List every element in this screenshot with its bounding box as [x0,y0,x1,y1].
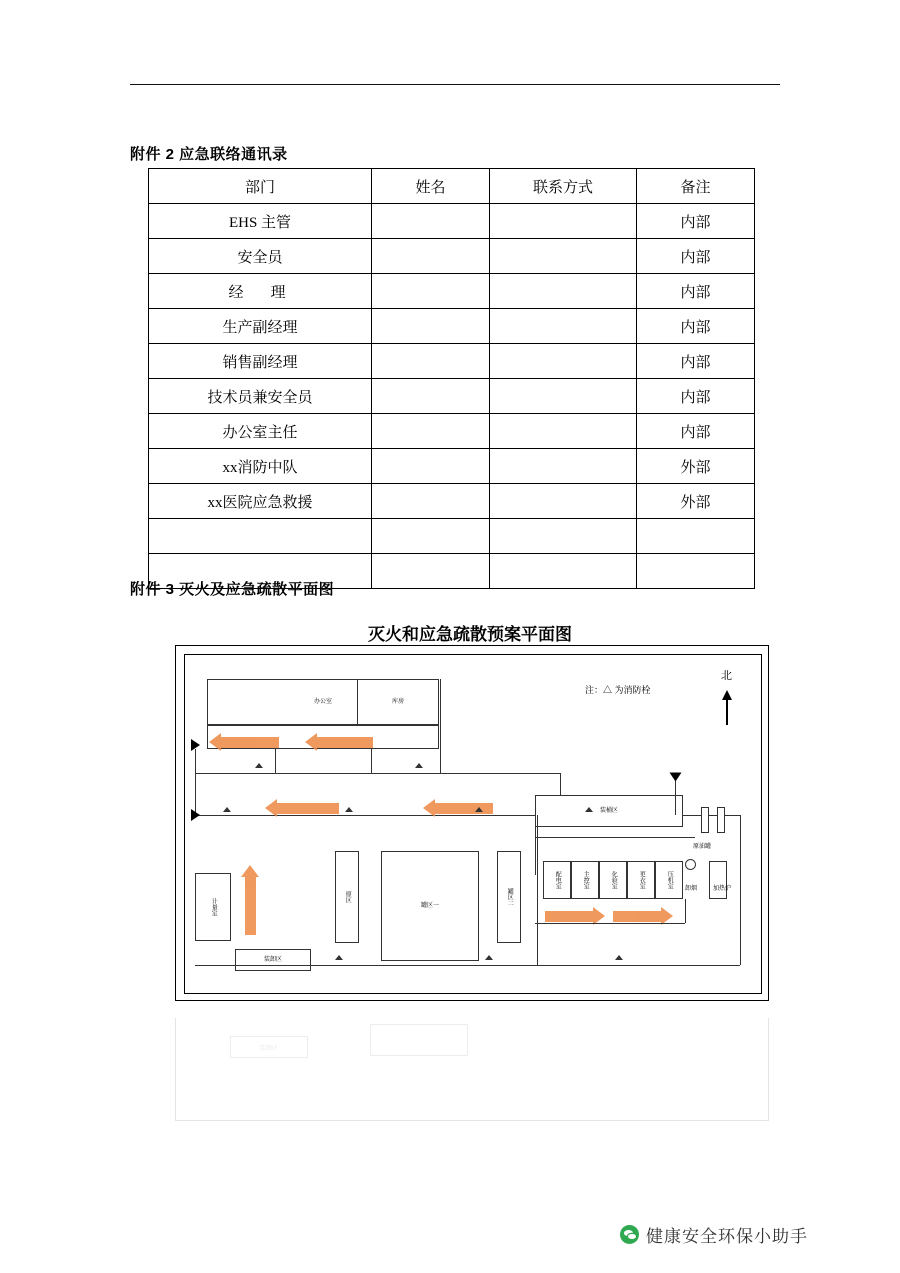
room-changing-label: 更衣室 [638,871,645,889]
cell-dept: 生产副经理 [149,309,372,344]
cell-dept: 经 理 [149,274,372,309]
unloading-label: 卸烟 [685,886,698,892]
hydrant-icon [485,955,493,960]
cell-name [372,519,490,554]
table-row [149,344,755,379]
cell-contact [490,554,637,589]
table-row [149,204,755,239]
hydrant-icon [615,955,623,960]
cell-name [372,344,490,379]
evacuation-arrow [435,803,493,814]
path-line [740,815,741,965]
north-label: 北 [721,670,732,682]
evacuation-arrow [317,737,373,748]
attachment-3-heading: 附件 3 灭火及应急疏散平面图 [130,581,335,598]
cell-note: 内部 [637,344,755,379]
zone-tank-2 [497,851,521,943]
cell-name [372,484,490,519]
hydrant-icon [255,763,263,768]
reflection-block [370,1024,468,1056]
table-row [149,519,755,554]
account-name: 健康安全环保小助手 [646,1227,808,1246]
cell-dept: 销售副经理 [149,344,372,379]
path-line [685,899,686,923]
room-changing [627,861,655,899]
room-meter-label: 计量室 [210,898,217,916]
tank-unit [717,807,725,833]
reflection-border [175,1018,769,1121]
zone-packing: 装桶区 [535,795,683,827]
column-header-name: 姓名 [372,169,490,204]
cell-name [372,414,490,449]
path-line [535,837,695,838]
footer-account [620,1222,808,1247]
cell-name [372,274,490,309]
room-power [543,861,571,899]
exit-arrow-icon [191,809,200,821]
cell-contact [490,274,637,309]
path-line [440,679,441,773]
cell-dept: EHS 主管 [149,204,372,239]
tank-unit [701,807,709,833]
cell-note: 内部 [637,239,755,274]
cell-note: 内部 [637,309,755,344]
zone-loading: 装卸区 [235,949,311,971]
cell-contact [490,519,637,554]
zone-tank-1: 罐区一 [381,851,479,961]
hydrant-icon [223,807,231,812]
column-header-contact: 联系方式 [490,169,637,204]
cell-note [637,519,755,554]
cell-note: 内部 [637,204,755,239]
legend-note: 注：△ 为消防栓 [585,685,651,695]
evacuation-arrow [277,803,339,814]
zone-material [335,851,359,943]
emergency-contact-table [148,168,755,589]
table-row [149,484,755,519]
cell-name [372,554,490,589]
cell-note: 外部 [637,449,755,484]
cell-dept: 安全员 [149,239,372,274]
room-control-label: 主控室 [582,871,589,889]
reflection-block: 装卸区 [230,1036,308,1058]
table-row [149,449,755,484]
exit-arrow-icon [191,739,200,751]
table-row [149,239,755,274]
path-line [195,749,196,773]
cell-contact [490,204,637,239]
room-control [571,861,599,899]
wechat-icon [620,1225,639,1244]
hydrant-icon [585,807,593,812]
cell-note: 内部 [637,274,755,309]
cell-contact [490,414,637,449]
room-compressor [655,861,683,899]
column-header-dept: 部门 [149,169,372,204]
table-header-row [149,169,755,204]
plan-reflection [170,1018,770,1138]
cell-note: 内部 [637,414,755,449]
hydrant-icon [345,807,353,812]
exit-arrow-icon [670,773,682,782]
evacuation-arrow [245,877,256,935]
table-row [149,379,755,414]
tank-unit [709,861,727,899]
evacuation-arrow [613,911,661,922]
cell-contact [490,344,637,379]
room-lab [599,861,627,899]
hydrant-icon [475,807,483,812]
path-line [535,923,685,924]
path-line [371,749,372,773]
column-header-note: 备注 [637,169,755,204]
room-power-label: 配电室 [554,871,561,889]
equipment-marker [685,859,696,870]
cell-note: 内部 [637,379,755,414]
path-line [195,965,740,966]
room-warehouse: 库房 [357,679,439,725]
floor-plan-title: 灭火和应急疏散预案平面图 [368,625,572,644]
cell-contact [490,239,637,274]
path-line [275,749,276,773]
cell-dept: xx医院应急救援 [149,484,372,519]
hydrant-icon [415,763,423,768]
floor-plan-inner-border [184,654,762,994]
cell-dept: 技术员兼安全员 [149,379,372,414]
cell-note [637,554,755,589]
attachment-2-heading: 附件 2 应急联络通讯录 [130,146,288,163]
cell-name [372,309,490,344]
room-lab-label: 化验室 [610,871,617,889]
table-row [149,414,755,449]
heater-label: 加热炉 [713,886,732,892]
cell-contact [490,484,637,519]
north-arrow-icon [726,699,728,725]
cell-contact [490,449,637,484]
cell-name [372,379,490,414]
hydrant-icon [335,955,343,960]
header-rule [130,84,780,85]
table-row [149,274,755,309]
cell-dept [149,519,372,554]
path-line [535,815,536,875]
cell-note: 外部 [637,484,755,519]
floor-plan-figure [170,602,770,1002]
room-office: 办公室 [207,679,439,725]
zone-tank-2-label: 罐区二 [506,888,513,906]
room-compressor-label: 压机室 [666,871,673,889]
room-meter [195,873,231,941]
raw-tank-label: 原油罐 [693,844,712,850]
cell-contact [490,379,637,414]
evacuation-arrow [221,737,279,748]
table-row [149,309,755,344]
cell-name [372,239,490,274]
cell-name [372,204,490,239]
path-line [537,815,538,965]
cell-dept: xx消防中队 [149,449,372,484]
zone-material-label: 原区 [344,891,351,903]
cell-contact [490,309,637,344]
cell-name [372,449,490,484]
evacuation-arrow [545,911,593,922]
path-line [195,773,560,774]
floor-plan-border [175,645,769,1001]
cell-dept: 办公室主任 [149,414,372,449]
